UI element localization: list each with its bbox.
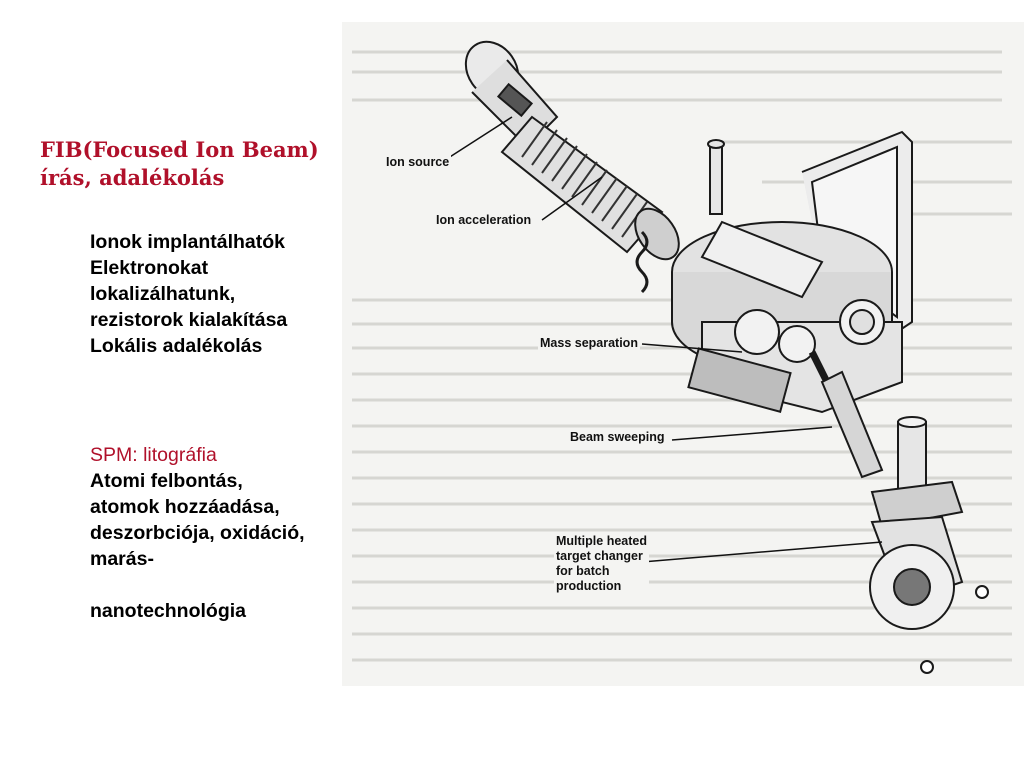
label-beam-sweeping: Beam sweeping <box>570 430 665 444</box>
fib-point: Lokális adalékolás <box>90 335 263 357</box>
slide-title <box>40 136 370 192</box>
label-ion-acceleration: Ion acceleration <box>436 213 532 227</box>
vertical-rod <box>710 144 722 214</box>
spm-line: marás- <box>90 548 154 570</box>
label-ion-source: Ion source <box>386 155 450 169</box>
fib-point: rezistorok kialakítása <box>90 309 288 331</box>
spm-heading: SPM: litográfia <box>90 444 217 466</box>
title-line-2: írás, adalékolás <box>40 165 225 190</box>
apparatus-drawing <box>342 22 1024 686</box>
fib-point: lokalizálhatunk, <box>90 283 236 305</box>
ion-accelerator-shape <box>502 117 688 267</box>
fib-point: Ionok implantálhatók <box>90 231 286 253</box>
label-mass-separation: Mass separation <box>540 336 638 350</box>
spm-line: atomok hozzáadása, <box>90 496 280 518</box>
label-target-changer: Multiple heated target changer for batch production <box>556 534 647 593</box>
fib-point: Elektronokat <box>90 257 209 279</box>
spm-line: Atomi felbontás, <box>90 470 243 492</box>
spm-footer: nanotechnológia <box>90 600 246 622</box>
spm-line: deszorbciója, oxidáció, <box>90 522 305 544</box>
apparatus-outline <box>442 32 988 673</box>
fib-apparatus-figure <box>342 22 1024 686</box>
title-line-1: FIB(Focused Ion Beam) <box>40 137 319 162</box>
